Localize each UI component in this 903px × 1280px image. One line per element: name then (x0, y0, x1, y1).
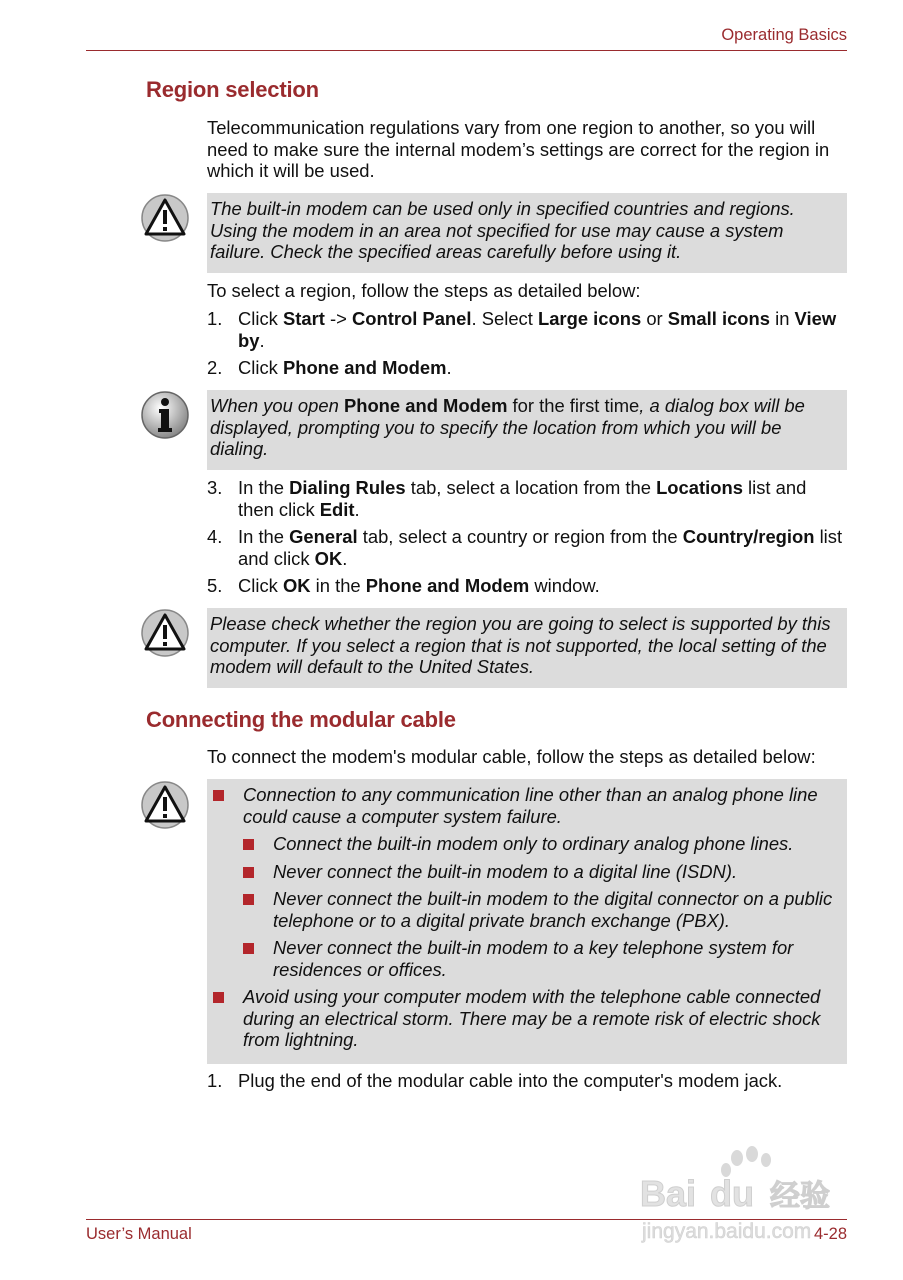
info-note: When you open Phone and Modem for the first time, a dialog box will be displayed, prompting you to specify the location from which you will be dialing. (207, 390, 847, 470)
footer-page-number: 4-28 (813, 1225, 847, 1243)
bullet-square (243, 867, 254, 878)
list-item: Avoid using your computer modem with the telephone cable connected during an electrical storm. There may be a remote risk of electric shock from lightning. (210, 986, 841, 1051)
step-2: 2. Click Phone and Modem. (207, 357, 452, 378)
region-heading: Region selection (146, 77, 319, 102)
step-4: 4. In the General tab, select a country or region from the Country/region list and click OK. (207, 526, 843, 569)
svg-text:Bai: Bai (640, 1173, 697, 1214)
bullet-square (243, 894, 254, 905)
cable-caution-note (207, 779, 847, 1064)
list-item: Connection to any communication line other than an analog phone line could cause a computer system failure. (210, 784, 841, 827)
list-item: Never connect the built-in modem to a key telephone system for residences or offices. (210, 937, 841, 980)
bullet-square (213, 790, 224, 801)
region-intro: Telecommunication regulations vary from one region to another, so you will need to make sure the internal modem’s settings are correct for the region in which it will be used. (207, 117, 830, 181)
cable-step-1: 1. Plug the end of the modular cable into the computer's modem jack. (207, 1070, 783, 1091)
caution-icon (140, 780, 190, 830)
cable-intro: To connect the modem's modular cable, follow the steps as detailed below: (207, 746, 816, 767)
header-rule (86, 50, 847, 51)
step-5: 5. Click OK in the Phone and Modem window. (207, 575, 600, 596)
step-3: 3. In the Dialing Rules tab, select a location from the Locations list and then click Edit. (207, 477, 807, 520)
bullet-square (243, 943, 254, 954)
list-item: Never connect the built-in modem to the digital connector on a public telephone or to a digital private branch exchange (PBX). (210, 888, 841, 931)
list-item: Never connect the built-in modem to a digital line (ISDN). (210, 861, 841, 883)
svg-text:经验: 经验 (770, 1179, 830, 1214)
bullet-square (213, 992, 224, 1003)
info-icon (140, 390, 190, 440)
step-1: 1. Click Start -> Control Panel. Select Large icons or Small icons in View by. (207, 308, 837, 351)
caution-icon (140, 608, 190, 658)
steps-intro: To select a region, follow the steps as detailed below: (207, 280, 641, 301)
caution-note-1: The built-in modem can be used only in specified countries and regions. Using the modem in an area not specified for use may cause a system failure. Check the specified areas carefully before using it. (207, 193, 847, 273)
svg-text:jingyan.baidu.com: jingyan.baidu.com (642, 1220, 812, 1243)
cable-heading: Connecting the modular cable (146, 707, 456, 732)
header-title: Operating Basics (721, 26, 847, 44)
caution-icon (140, 193, 190, 243)
bullet-square (243, 839, 254, 850)
list-item: Connect the built-in modem only to ordinary analog phone lines. (210, 833, 841, 855)
footer-manual-label: User’s Manual (86, 1225, 192, 1243)
svg-text:du: du (710, 1173, 754, 1214)
caution-note-2: Please check whether the region you are going to select is supported by this computer. If you select a region that is not supported, the local setting of the modem will default to the United States. (207, 608, 847, 688)
baidu-watermark (640, 1144, 850, 1244)
